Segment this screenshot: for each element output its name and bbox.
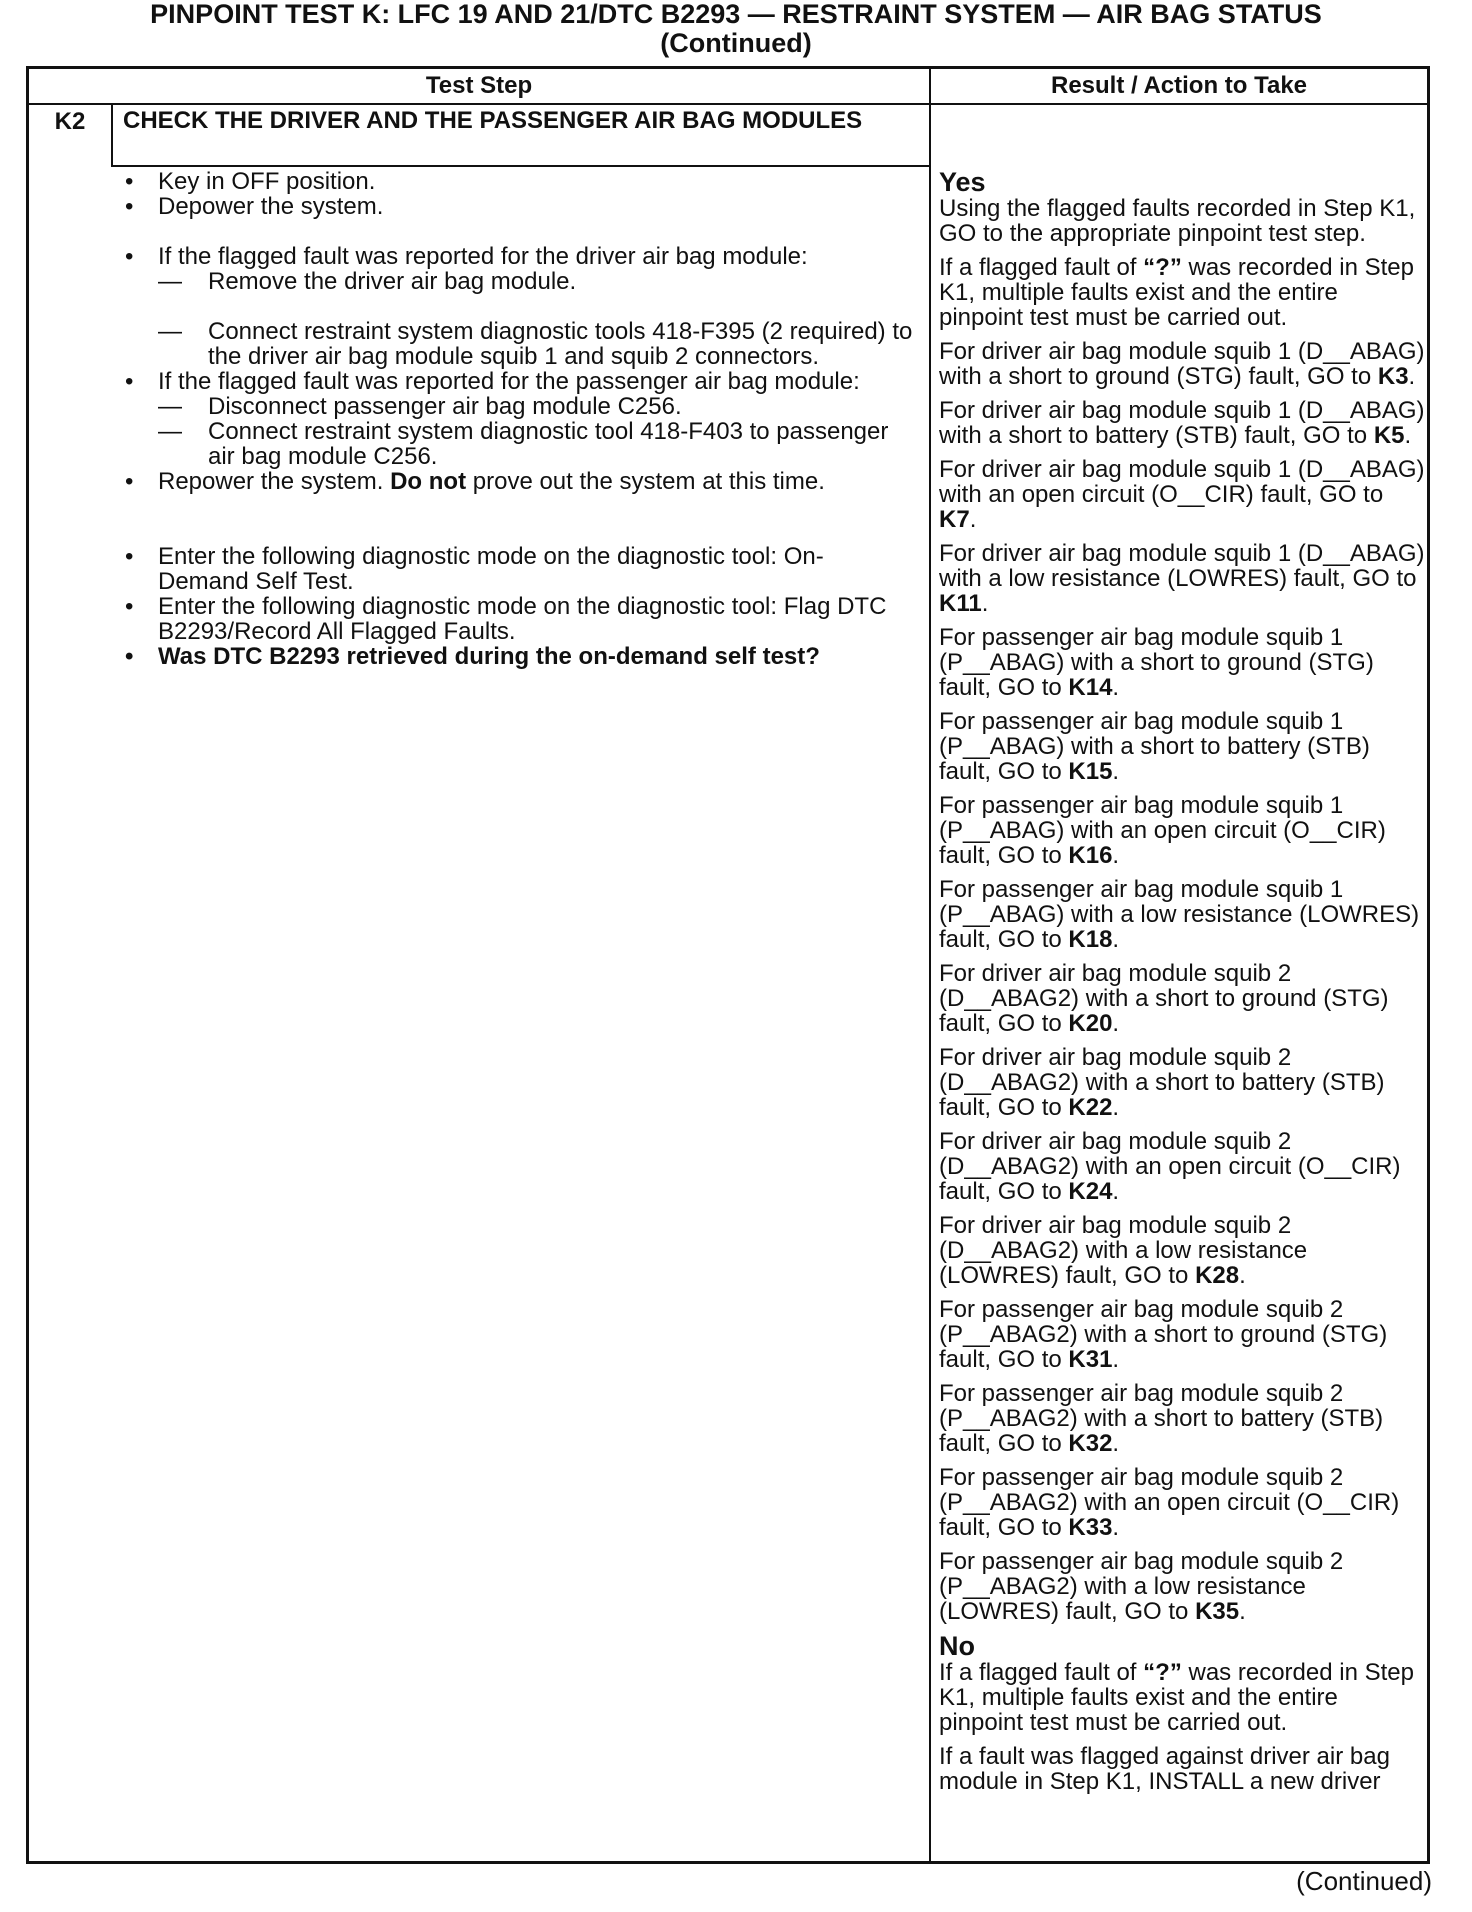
goto-item: For passenger air bag module squib 1 (P__ABAG) with a short to battery (STB) fault, GO to K15. bbox=[939, 708, 1370, 785]
no-label: No bbox=[939, 1631, 975, 1661]
instruction-subitem: — Connect restraint system diagnostic tools 418-F395 (2 required) to the driver air bag module squib 1 and squib 2 connectors. bbox=[113, 319, 913, 369]
goto-target: K3 bbox=[1377, 363, 1409, 390]
goto-target: K35 bbox=[1195, 1598, 1240, 1625]
instruction-item: • Depower the system. bbox=[113, 194, 913, 219]
test-step-instructions bbox=[113, 169, 913, 669]
no-paragraph: If a flagged fault of “?” was recorded in Step K1, multiple faults exist and the entire pinpoint test must be carried out. bbox=[939, 1659, 1414, 1736]
goto-item: For driver air bag module squib 2 (D__ABAG2) with a short to battery (STB) fault, GO to K22. bbox=[939, 1044, 1385, 1121]
goto-target: K20 bbox=[1068, 1010, 1113, 1037]
instruction-item: • Repower the system. Do not prove out the system at this time. bbox=[113, 469, 913, 494]
instruction-question: • Was DTC B2293 retrieved during the on-demand self test? bbox=[113, 644, 913, 669]
step-number: K2 bbox=[29, 105, 113, 167]
goto-target: K14 bbox=[1068, 674, 1113, 701]
yes-goto-list bbox=[939, 339, 1425, 1624]
instruction-item: • Key in OFF position. bbox=[113, 169, 913, 194]
page-title bbox=[0, 0, 1472, 58]
title-line-1: PINPOINT TEST K: LFC 19 AND 21/DTC B2293 — RESTRAINT SYSTEM — AIR BAG STATUS bbox=[150, 0, 1322, 29]
no-paragraph: If a fault was flagged against driver air bag module in Step K1, INSTALL a new driver bbox=[939, 1743, 1390, 1795]
goto-target: K32 bbox=[1068, 1430, 1113, 1457]
column-header-test-step: Test Step bbox=[425, 72, 533, 99]
instruction-item: • Enter the following diagnostic mode on the diagnostic tool: Flag DTC B2293/Record All Flagged Faults. bbox=[113, 594, 913, 644]
instruction-item: • Enter the following diagnostic mode on the diagnostic tool: On-Demand Self Test. bbox=[113, 544, 913, 594]
yes-paragraph: Using the flagged faults recorded in Step K1, GO to the appropriate pinpoint test step. bbox=[939, 195, 1416, 247]
instruction-item: • If the flagged fault was reported for the driver air bag module: bbox=[113, 244, 913, 269]
yes-paragraph: If a flagged fault of “?” was recorded in Step K1, multiple faults exist and the entire pinpoint test must be carried out. bbox=[939, 254, 1414, 331]
goto-item: For passenger air bag module squib 1 (P__ABAG) with a short to ground (STG) fault, GO to K14. bbox=[939, 624, 1374, 701]
step-title: CHECK THE DRIVER AND THE PASSENGER AIR BAG MODULES bbox=[113, 105, 929, 167]
title-line-2: (Continued) bbox=[660, 28, 812, 58]
instruction-subitem: — Disconnect passenger air bag module C256. bbox=[113, 394, 913, 419]
goto-item: For driver air bag module squib 1 (D__ABAG) with a short to ground (STG) fault, GO to K3. bbox=[939, 338, 1425, 390]
goto-item: For passenger air bag module squib 2 (P__ABAG2) with a low resistance (LOWRES) fault, GO to K35. bbox=[939, 1548, 1344, 1625]
goto-target: K18 bbox=[1068, 926, 1113, 953]
goto-item: For passenger air bag module squib 2 (P__ABAG2) with a short to battery (STB) fault, GO to K32. bbox=[939, 1380, 1384, 1457]
goto-item: For driver air bag module squib 2 (D__ABAG2) with an open circuit (O__CIR) fault, GO to K24. bbox=[939, 1128, 1401, 1205]
yes-label: Yes bbox=[939, 167, 986, 197]
goto-target: K31 bbox=[1068, 1346, 1113, 1373]
table-header-row bbox=[29, 69, 1427, 105]
goto-target: K7 bbox=[939, 506, 970, 533]
result-action-column bbox=[939, 169, 1425, 1803]
instruction-item: • If the flagged fault was reported for the passenger air bag module: bbox=[113, 369, 913, 394]
goto-item: For passenger air bag module squib 2 (P__ABAG2) with a short to ground (STG) fault, GO to K31. bbox=[939, 1296, 1388, 1373]
goto-item: For driver air bag module squib 2 (D__ABAG2) with a short to ground (STG) fault, GO to K20. bbox=[939, 960, 1389, 1037]
continued-footer: (Continued) bbox=[1296, 1866, 1432, 1896]
instruction-subitem: — Connect restraint system diagnostic tool 418-F403 to passenger air bag module C256. bbox=[113, 419, 913, 469]
goto-target: K5 bbox=[1373, 422, 1405, 449]
column-header-result: Result / Action to Take bbox=[1050, 72, 1308, 99]
goto-target: K15 bbox=[1068, 758, 1113, 785]
goto-target: K24 bbox=[1068, 1178, 1113, 1205]
goto-target: K11 bbox=[939, 590, 982, 617]
goto-item: For passenger air bag module squib 1 (P__ABAG) with a low resistance (LOWRES) fault, GO to K18. bbox=[939, 876, 1420, 953]
goto-target: K33 bbox=[1068, 1514, 1113, 1541]
goto-target: K22 bbox=[1068, 1094, 1113, 1121]
goto-item: For passenger air bag module squib 1 (P__ABAG) with an open circuit (O__CIR) fault, GO to K16. bbox=[939, 792, 1386, 869]
goto-item: For driver air bag module squib 1 (D__ABAG) with an open circuit (O__CIR) fault, GO to K7. bbox=[939, 456, 1425, 533]
goto-item: For driver air bag module squib 2 (D__ABAG2) with a low resistance (LOWRES) fault, GO to K28. bbox=[939, 1212, 1308, 1289]
goto-item: For driver air bag module squib 1 (D__ABAG) with a short to battery (STB) fault, GO to K5. bbox=[939, 397, 1425, 449]
pinpoint-test-table bbox=[26, 66, 1430, 1864]
goto-target: K28 bbox=[1195, 1262, 1240, 1289]
goto-item: For passenger air bag module squib 2 (P__ABAG2) with an open circuit (O__CIR) fault, GO to K33. bbox=[939, 1464, 1400, 1541]
column-divider bbox=[929, 69, 931, 1861]
goto-target: K16 bbox=[1068, 842, 1113, 869]
instruction-subitem: — Remove the driver air bag module. bbox=[113, 269, 913, 294]
goto-item: For driver air bag module squib 1 (D__ABAG) with a low resistance (LOWRES) fault, GO to K11. bbox=[939, 540, 1425, 617]
